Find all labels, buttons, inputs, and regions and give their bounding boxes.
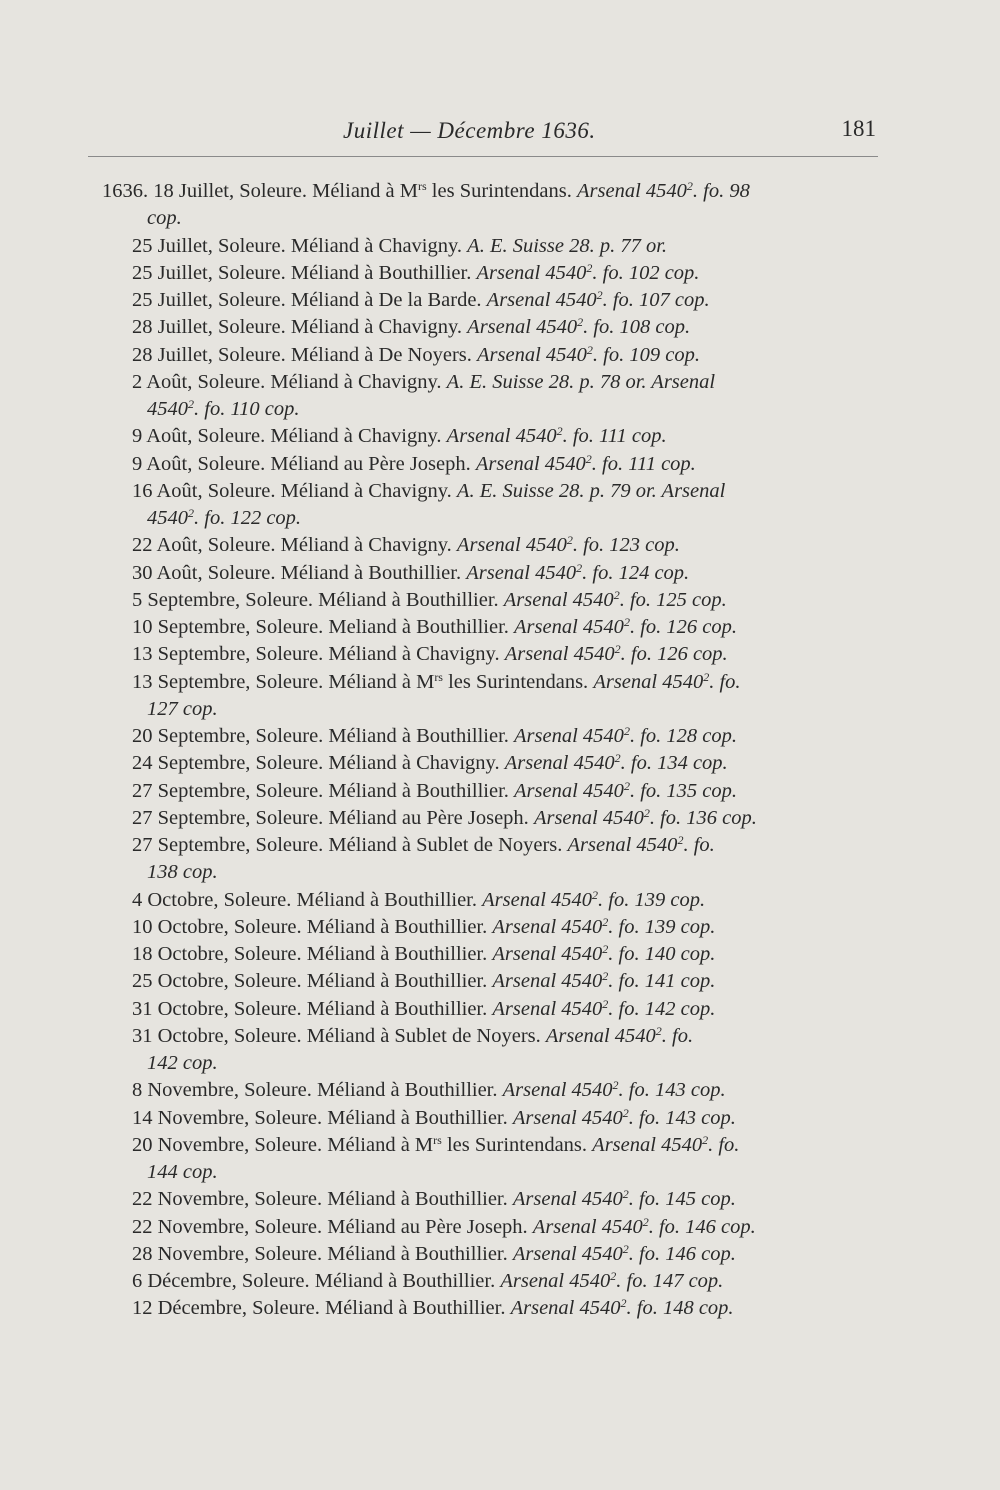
entry-text: 31 Octobre, Soleure. Méliand à Bouthillier. (132, 997, 493, 1020)
entry-reference: . fo. 146 cop. (628, 1242, 736, 1265)
entry (0, 778, 1000, 805)
reference-superscript: 2 (622, 1105, 629, 1120)
entry-reference: . fo. 124 cop. (582, 561, 690, 584)
entry-reference: Arsenal 4540 (502, 1079, 613, 1102)
entry-line (0, 723, 1000, 750)
entry-text: 20 Novembre, Soleure. Méliand à M (132, 1133, 434, 1156)
entry-reference: . fo. 136 cop. (649, 806, 757, 829)
entry-reference: 142 cop. (147, 1052, 218, 1074)
entry-reference: . fo. 123 cop. (572, 534, 680, 557)
entry (0, 178, 1000, 233)
entry-text: 5 Septembre, Soleure. Méliand à Bouthillier. (132, 588, 504, 611)
entry (0, 233, 1000, 260)
entry-reference: . fo. 111 cop. (562, 425, 667, 448)
entry (0, 641, 1000, 668)
entry (0, 832, 1000, 887)
entry-text: 28 Novembre, Soleure. Méliand à Bouthillier. (132, 1242, 513, 1265)
entry-line (0, 178, 1000, 205)
entry-line (0, 941, 1000, 968)
entry-text: 27 Septembre, Soleure. Méliand à Bouthillier. (132, 779, 515, 802)
entry-reference: Arsenal 4540 (482, 888, 593, 911)
entry-text: 20 Septembre, Soleure. Méliand à Bouthillier. (132, 725, 515, 747)
entry-text: 10 Septembre, Soleure. Meliand à Bouthillier. (132, 616, 515, 638)
entry-line (0, 1241, 1000, 1268)
entry-reference: . fo. 135 cop. (629, 779, 737, 802)
entry-text: les Surintendans. (426, 180, 577, 202)
entry-reference: . fo. 142 cop. (608, 997, 716, 1020)
entry-line (0, 1268, 1000, 1295)
entry-text: 10 Octobre, Soleure. Méliand à Bouthillier. (132, 915, 493, 938)
entry-line (0, 587, 1000, 614)
entry-continuation-line (0, 505, 1000, 532)
entry-line (0, 1105, 1000, 1132)
entry-reference: 138 cop. (147, 861, 218, 884)
entry-line (0, 1023, 1000, 1050)
entry-text: 28 Juillet, Soleure. Méliand à De Noyers. (132, 343, 478, 366)
entry (0, 1268, 1000, 1295)
header-rule (88, 156, 878, 157)
entry-text: 4 Octobre, Soleure. Méliand à Bouthillier. (132, 888, 483, 911)
entry-line (0, 560, 1000, 587)
reference-superscript: 2 (188, 397, 194, 411)
entry (0, 369, 1000, 424)
entry-reference: . fo. 146 cop. (648, 1215, 756, 1238)
entry-reference: . fo. 134 cop. (620, 752, 728, 775)
reference-superscript: 2 (623, 724, 630, 738)
reference-superscript: 2 (576, 560, 583, 575)
entry-continuation-line (0, 396, 1000, 423)
entry-text: 22 Novembre, Soleure. Méliand au Père Joseph. (132, 1215, 533, 1238)
entry (0, 1241, 1000, 1268)
entry-reference: Arsenal 4540 (492, 915, 603, 938)
entry-reference: Arsenal 4540 (512, 1242, 623, 1265)
entry (0, 260, 1000, 287)
reference-superscript: 2 (596, 288, 603, 302)
entry-text: 28 Juillet, Soleure. Méliand à Chavigny. (132, 316, 468, 339)
entry-reference: Arsenal 4540 (567, 834, 678, 856)
entry-reference: Arsenal 4540 (533, 806, 644, 829)
entry-text: 30 Août, Soleure. Méliand à Bouthillier. (132, 561, 467, 584)
entry-continuation-line (0, 696, 1000, 723)
entry-text: 22 Août, Soleure. Méliand à Chavigny. (132, 534, 457, 557)
reference-superscript: 2 (703, 669, 710, 684)
entry (0, 342, 1000, 369)
entry-text: 12 Décembre, Soleure. Méliand à Bouthillier. (132, 1297, 511, 1320)
entry-line (0, 805, 1000, 832)
entry-reference: . fo. 109 cop. (592, 343, 700, 366)
entry-reference: . fo. 147 cop. (616, 1270, 724, 1292)
reference-superscript: 2 (643, 805, 650, 820)
entry-continuation-line (0, 1050, 1000, 1077)
reference-superscript: 2 (610, 1269, 617, 1283)
entry-reference: A. E. Suisse 28. p. 78 or. Arsenal (446, 370, 716, 393)
entry (0, 914, 1000, 941)
entry (0, 560, 1000, 587)
entry (0, 941, 1000, 968)
entry-reference: . fo. 107 cop. (602, 289, 710, 311)
entry-reference: Arsenal 4540 (486, 289, 597, 311)
entry (0, 1132, 1000, 1187)
reference-superscript: 2 (592, 887, 599, 902)
reference-superscript: 2 (586, 260, 593, 275)
reference-superscript: 2 (602, 969, 609, 984)
entry-line (0, 1132, 1000, 1159)
entry (0, 723, 1000, 750)
entry-text: 13 Septembre, Soleure. Méliand à M (132, 670, 435, 693)
entry-reference: . fo. 143 cop. (618, 1079, 726, 1102)
entry-line (0, 260, 1000, 287)
reference-superscript: 2 (612, 1078, 619, 1093)
entry-line (0, 996, 1000, 1023)
entry-text: 25 Juillet, Soleure. Méliand à Bouthillier. (132, 261, 477, 284)
entry-line (0, 287, 1000, 314)
entry-text: 31 Octobre, Soleure. Méliand à Sublet de Noyers. (132, 1024, 546, 1047)
reference-superscript: 2 (602, 996, 609, 1011)
entry-line (0, 641, 1000, 668)
entry (0, 314, 1000, 341)
reference-superscript: 2 (586, 342, 593, 357)
entry-continuation-line (0, 859, 1000, 886)
entry-reference: Arsenal 4540 (466, 561, 577, 584)
entry-text: 27 Septembre, Soleure. Méliand au Père Joseph. (132, 806, 534, 829)
entry-reference: . fo. 122 cop. (194, 507, 302, 529)
reference-superscript: 2 (614, 751, 621, 766)
entry-line (0, 314, 1000, 341)
entry-text: 13 Septembre, Soleure. Méliand à Chavigny. (132, 643, 505, 666)
reference-superscript: 2 (566, 533, 573, 548)
entry-reference: . fo. 108 cop. (583, 316, 691, 339)
entry-line (0, 1077, 1000, 1104)
entry-reference: . fo. 128 cop. (629, 725, 737, 747)
entry-reference: . fo. (709, 670, 741, 693)
entry-reference: 4540 (147, 507, 188, 529)
entry-text: les Surintendans. (442, 670, 594, 693)
reference-superscript: 2 (556, 424, 563, 439)
entry-reference: Arsenal 4540 (456, 534, 567, 557)
entry (0, 423, 1000, 450)
reference-superscript: 2 (602, 914, 609, 929)
reference-superscript: 2 (613, 587, 620, 602)
entry-superscript: rs (434, 669, 443, 684)
entry-superscript: rs (418, 179, 427, 193)
entry-reference: . fo. 139 cop. (598, 888, 706, 911)
entry-reference: Arsenal 4540 (504, 752, 615, 775)
reference-superscript: 2 (622, 1241, 629, 1256)
reference-superscript: 2 (577, 315, 584, 330)
entry-reference: . fo. 126 cop. (629, 616, 737, 638)
entry (0, 887, 1000, 914)
entry-reference: Arsenal 4540 (592, 1133, 703, 1156)
reference-superscript: 2 (614, 642, 621, 657)
entry-line (0, 478, 1000, 505)
entry-reference: . fo. 102 cop. (592, 261, 700, 284)
reference-superscript: 2 (623, 615, 630, 629)
entry-reference: . fo. 111 cop. (591, 452, 696, 475)
entry-reference: . fo. 148 cop. (626, 1297, 734, 1320)
entry-line (0, 342, 1000, 369)
entry-reference: Arsenal 4540 (577, 180, 687, 202)
entry (0, 287, 1000, 314)
entry-line (0, 1214, 1000, 1241)
entry-line (0, 669, 1000, 696)
entry-reference: . fo. 98 (692, 180, 750, 202)
entry-reference: . fo. 125 cop. (619, 588, 727, 611)
entry-text: les Surintendans. (441, 1133, 593, 1156)
reference-superscript: 2 (702, 1132, 709, 1147)
entry-reference: 127 cop. (147, 697, 218, 720)
page-number: 181 (841, 116, 876, 141)
entry (0, 532, 1000, 559)
entry (0, 805, 1000, 832)
entry-text: 1636. 18 Juillet, Soleure. Méliand à M (102, 180, 418, 202)
page-header (88, 114, 878, 154)
entry-reference: Arsenal 4540 (514, 725, 624, 747)
entry-reference: 144 cop. (147, 1161, 218, 1183)
reference-superscript: 2 (686, 179, 693, 193)
entry-reference: . fo. 145 cop. (628, 1188, 736, 1211)
entry-text: 18 Octobre, Soleure. Méliand à Bouthillier. (132, 943, 493, 965)
entry-text: 16 Août, Soleure. Méliand à Chavigny. (132, 479, 457, 502)
entry-reference: . fo. 126 cop. (620, 643, 728, 666)
entry-reference: Arsenal 4540 (504, 643, 615, 666)
reference-superscript: 2 (585, 451, 592, 466)
entry-reference: Arsenal 4540 (500, 1270, 611, 1292)
entry-reference: cop. (147, 207, 182, 230)
entry-reference: Arsenal 4540 (514, 616, 624, 638)
entry-reference: . fo. 143 cop. (628, 1106, 736, 1129)
entry-reference: Arsenal 4540 (467, 316, 578, 339)
entry-line (0, 1295, 1000, 1322)
entry-text: 8 Novembre, Soleure. Méliand à Bouthillier. (132, 1079, 503, 1102)
entry (0, 1023, 1000, 1078)
entry (0, 587, 1000, 614)
entry-list (0, 178, 1000, 1323)
reference-superscript: 2 (655, 1023, 662, 1038)
entry (0, 996, 1000, 1023)
entry (0, 1214, 1000, 1241)
entry-line (0, 233, 1000, 260)
entry (0, 1077, 1000, 1104)
entry-line (0, 832, 1000, 859)
entry-reference: Arsenal 4540 (512, 1188, 623, 1211)
entry-reference: . fo. (683, 834, 715, 856)
entry-text: 22 Novembre, Soleure. Méliand à Bouthillier. (132, 1188, 513, 1211)
entry-text: 9 Août, Soleure. Méliand à Chavigny. (132, 425, 447, 448)
entry-line (0, 968, 1000, 995)
entry-reference: Arsenal 4540 (477, 343, 587, 366)
entry-reference: Arsenal 4540 (503, 588, 614, 611)
entry-reference: Arsenal 4540 (532, 1215, 643, 1238)
entry (0, 669, 1000, 724)
entry-reference: . fo. (661, 1024, 694, 1047)
entry-line (0, 750, 1000, 777)
entry-reference: . fo. 110 cop. (194, 398, 300, 420)
entry (0, 968, 1000, 995)
entry-reference: . fo. 141 cop. (608, 970, 716, 993)
entry-line (0, 532, 1000, 559)
reference-superscript: 2 (622, 1187, 629, 1202)
entry-reference: Arsenal 4540 (512, 1106, 623, 1129)
entry-text: 25 Juillet, Soleure. Méliand à Chavigny. (132, 234, 468, 257)
entry-reference: . fo. 140 cop. (608, 943, 716, 965)
entry-reference: A. E. Suisse 28. p. 77 or. (467, 234, 668, 257)
entry-line (0, 614, 1000, 641)
entry-text: 2 Août, Soleure. Méliand à Chavigny. (132, 370, 447, 393)
entry-reference: Arsenal 4540 (492, 970, 603, 993)
entry-reference: Arsenal 4540 (510, 1297, 621, 1320)
entry-line (0, 778, 1000, 805)
reference-superscript: 2 (623, 778, 630, 793)
entry-line (0, 451, 1000, 478)
entry-reference: A. E. Suisse 28. p. 79 or. Arsenal (456, 479, 726, 502)
entry-reference: Arsenal 4540 (593, 670, 704, 693)
entry-reference: Arsenal 4540 (492, 943, 603, 965)
entry (0, 614, 1000, 641)
entry-line (0, 914, 1000, 941)
entry-continuation-line (0, 205, 1000, 232)
entry-text: 25 Juillet, Soleure. Méliand à De la Barde. (132, 289, 487, 311)
entry-line (0, 887, 1000, 914)
entry-reference: Arsenal 4540 (476, 261, 587, 284)
entry-text: 25 Octobre, Soleure. Méliand à Bouthillier. (132, 970, 493, 993)
entry-line (0, 1186, 1000, 1213)
entry (0, 451, 1000, 478)
reference-superscript: 2 (677, 833, 684, 847)
entry-reference: Arsenal 4540 (545, 1024, 656, 1047)
entry-reference: Arsenal 4540 (514, 779, 624, 802)
entry-text: 9 Août, Soleure. Méliand au Père Joseph. (132, 452, 476, 475)
entry-text: 27 Septembre, Soleure. Méliand à Sublet de Noyers. (132, 834, 568, 856)
entry-reference: . fo. 139 cop. (608, 915, 716, 938)
entry-text: 14 Novembre, Soleure. Méliand à Bouthillier. (132, 1106, 513, 1129)
entry (0, 478, 1000, 533)
entry-reference: Arsenal 4540 (492, 997, 603, 1020)
reference-superscript: 2 (620, 1296, 627, 1311)
entry (0, 1295, 1000, 1322)
reference-superscript: 2 (642, 1214, 649, 1229)
entry-line (0, 423, 1000, 450)
entry-line (0, 369, 1000, 396)
entry (0, 1105, 1000, 1132)
entry-reference: . fo. (708, 1133, 740, 1156)
entry-continuation-line (0, 1159, 1000, 1186)
entry-reference: Arsenal 4540 (475, 452, 586, 475)
entry (0, 750, 1000, 777)
entry-text: 6 Décembre, Soleure. Méliand à Bouthillier. (132, 1270, 501, 1292)
entry-reference: Arsenal 4540 (446, 425, 557, 448)
reference-superscript: 2 (602, 942, 609, 956)
entry-reference: 4540 (147, 398, 188, 420)
reference-superscript: 2 (188, 506, 194, 520)
entry (0, 1186, 1000, 1213)
running-title: Juillet — Décembre 1636. (343, 118, 596, 143)
entry-text: 24 Septembre, Soleure. Méliand à Chavigny. (132, 752, 505, 775)
entry-superscript: rs (433, 1132, 442, 1147)
